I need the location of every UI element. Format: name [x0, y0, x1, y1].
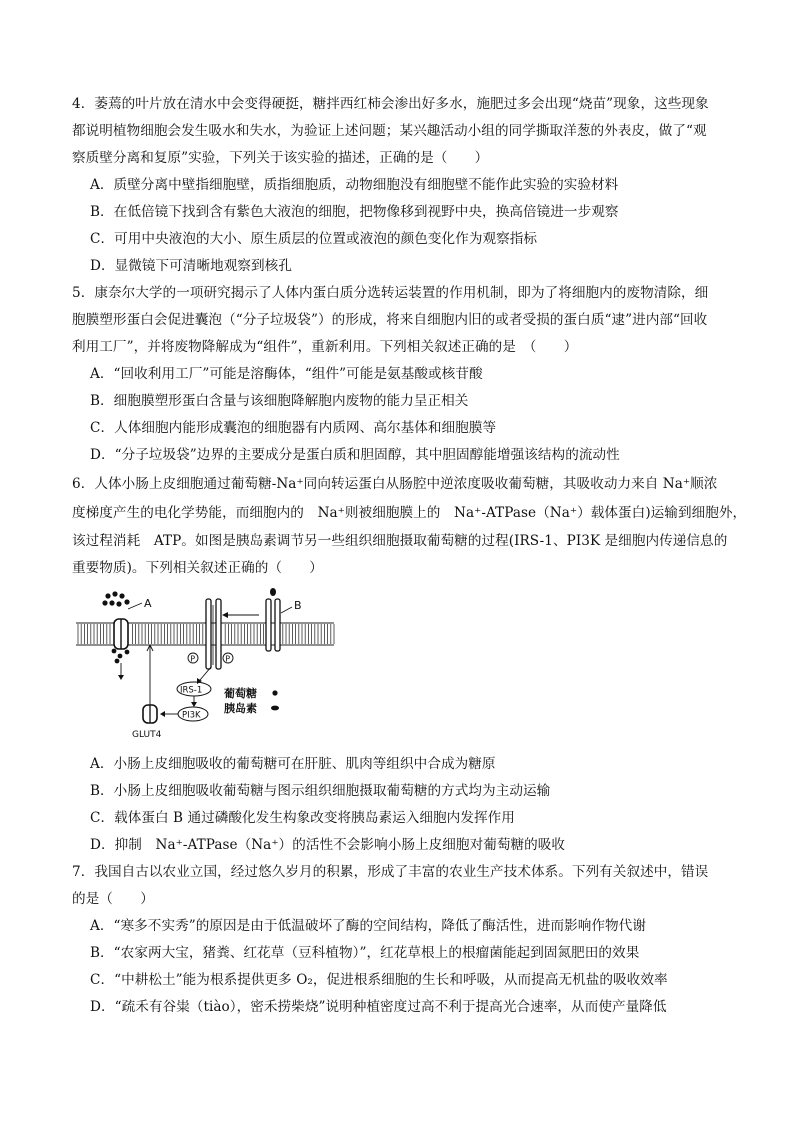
q4-stem-line-3: 察质壁分离和复原”实验，下列关于该实验的描述，正确的是（ ） — [72, 150, 489, 166]
legend-insulin: 胰岛素 — [224, 702, 257, 715]
q4-option-c: C．可用中央液泡的大小、原生质层的位置或液泡的颜色变化作为观察指标 — [90, 231, 538, 247]
insulin-signaling-diagram — [76, 585, 338, 745]
q6-option-c: C．载体蛋白 B 通过磷酸化发生构象改变将胰岛素运入细胞内发挥作用 — [90, 810, 515, 826]
q6-stem-line-2: 度梯度产生的电化学势能，而细胞内的 Na⁺则被细胞膜上的 Na⁺-ATPase（Na⁺）载体蛋白)运输到细胞外， — [72, 505, 747, 521]
q5-option-d: D．“分子垃圾袋”边界的主要成分是蛋白质和胆固醇，其中胆固醇能增强该结构的流动性 — [90, 447, 620, 463]
q5-option-b: B．细胞膜塑形蛋白含量与该细胞降解胞内废物的能力呈正相关 — [90, 393, 469, 409]
label-b: B — [294, 599, 302, 612]
q4-stem-line-1: 4．萎蔫的叶片放在清水中会变得硬挺，糖拌西红柿会渗出好多水，施肥过多会出现“烧苗”现象，这些现象 — [72, 96, 709, 112]
pi3k-node — [178, 707, 208, 721]
q5-stem-line-1: 5．康奈尔大学的一项研究揭示了人体内蛋白质分选转运装置的作用机制，即为了将细胞内的废物清除，细 — [72, 285, 709, 301]
glucose-inside — [112, 649, 130, 664]
svg-text:PI3K: PI3K — [182, 710, 201, 721]
glut4-vesicle — [132, 705, 162, 740]
label-a: A — [144, 597, 152, 610]
q4-option-a: A．质壁分离中壁指细胞壁，质指细胞质，动物细胞没有细胞壁不能作此实验的实验材料 — [90, 177, 619, 193]
q6-option-d: D．抑制 Na⁺-ATPase（Na⁺）的活性不会影响小肠上皮细胞对葡萄糖的吸收 — [90, 837, 566, 853]
legend — [224, 686, 279, 715]
legend-insulin-swatch — [271, 706, 279, 711]
q7-stem-line-1: 7．我国自古以农业立国，经过悠久岁月的积累，形成了丰富的农业生产技术体系。下列有关叙述中，错误 — [72, 864, 709, 880]
legend-glucose: 葡萄糖 — [224, 687, 257, 700]
q6-stem-line-1: 6．人体小肠上皮细胞通过葡萄糖-Na⁺同向转运蛋白从肠腔中逆浓度吸收葡萄糖，其吸收动力来自 Na⁺顺浓 — [72, 476, 718, 492]
q7-option-d: D．“疏禾有谷粜（tiào），密禾捞柴烧”说明种植密度过高不利于提高光合速率，从而使产量降低 — [90, 999, 667, 1015]
svg-text:IRS-1: IRS-1 — [180, 685, 203, 696]
q5-option-c: C．人体细胞内能形成囊泡的细胞器有内质网、高尔基体和细胞膜等 — [90, 420, 497, 436]
q7-option-a: A．“寒多不实秀”的原因是由于低温破坏了酶的空间结构，降低了酶活性，进而影响作物代谢 — [90, 918, 646, 934]
q7-option-c: C．“中耕松土”能为根系提供更多 O₂，促进根系细胞的生长和呼吸，从而提高无机盐的吸收效率 — [90, 972, 668, 988]
glucose-cluster-outside — [102, 591, 129, 606]
arrow-glut4-to-membrane — [147, 645, 153, 707]
phosphate-right — [223, 653, 233, 664]
phosphate-left — [188, 653, 198, 664]
q4-stem-line-2: 都说明植物细胞会发生吸水和失水，为验证上述问题；某兴趣活动小组的同学撕取洋葱的外表皮，做了“观 — [72, 123, 707, 139]
q7-option-b: B．“农家两大宝，猪粪、红花草（豆科植物）”，红花草根上的根瘤菌能起到固氮肥田的效果 — [90, 945, 640, 961]
q4-option-b: B．在低倍镜下找到含有紫色大液泡的细胞，把物像移到视野中央，换高倍镜进一步观察 — [90, 204, 619, 220]
legend-glucose-swatch — [272, 690, 277, 695]
q6-option-b: B．小肠上皮细胞吸收葡萄糖与图示组织细胞摄取葡萄糖的方式均为主动运输 — [90, 783, 551, 799]
q6-option-a: A．小肠上皮细胞吸收的葡萄糖可在肝脏、肌肉等组织中合成为糖原 — [90, 756, 496, 772]
q5-stem-line-2: 胞膜塑形蛋白会促进囊泡（“分子垃圾袋”）的形成，将来自细胞内旧的或者受损的蛋白质“逮”进内部“回收 — [72, 312, 708, 328]
q7-stem-line-2: 的是（ ） — [72, 891, 154, 907]
q5-stem-line-3: 利用工厂”，并将废物降解成为“组件”，重新利用。下列相关叙述正确的是 （ ） — [72, 339, 578, 355]
q6-stem-line-4: 重要物质)。下列相关叙述正确的（ ） — [72, 560, 323, 576]
q6-stem-line-3: 该过程消耗 ATP。如图是胰岛素调节另一些组织细胞摄取葡萄糖的过程(IRS-1、PI3K 是细胞内传递信息的 — [72, 533, 728, 549]
svg-text:P: P — [190, 654, 196, 664]
glut4-label: GLUT4 — [132, 730, 162, 740]
q5-option-a: A．“回收利用工厂”可能是溶酶体，“组件”可能是氨基酸或核苷酸 — [90, 366, 483, 382]
irs-1-node — [177, 682, 211, 696]
svg-text:P: P — [225, 654, 231, 664]
q4-option-d: D．显微镜下可清晰地观察到核孔 — [90, 258, 292, 274]
